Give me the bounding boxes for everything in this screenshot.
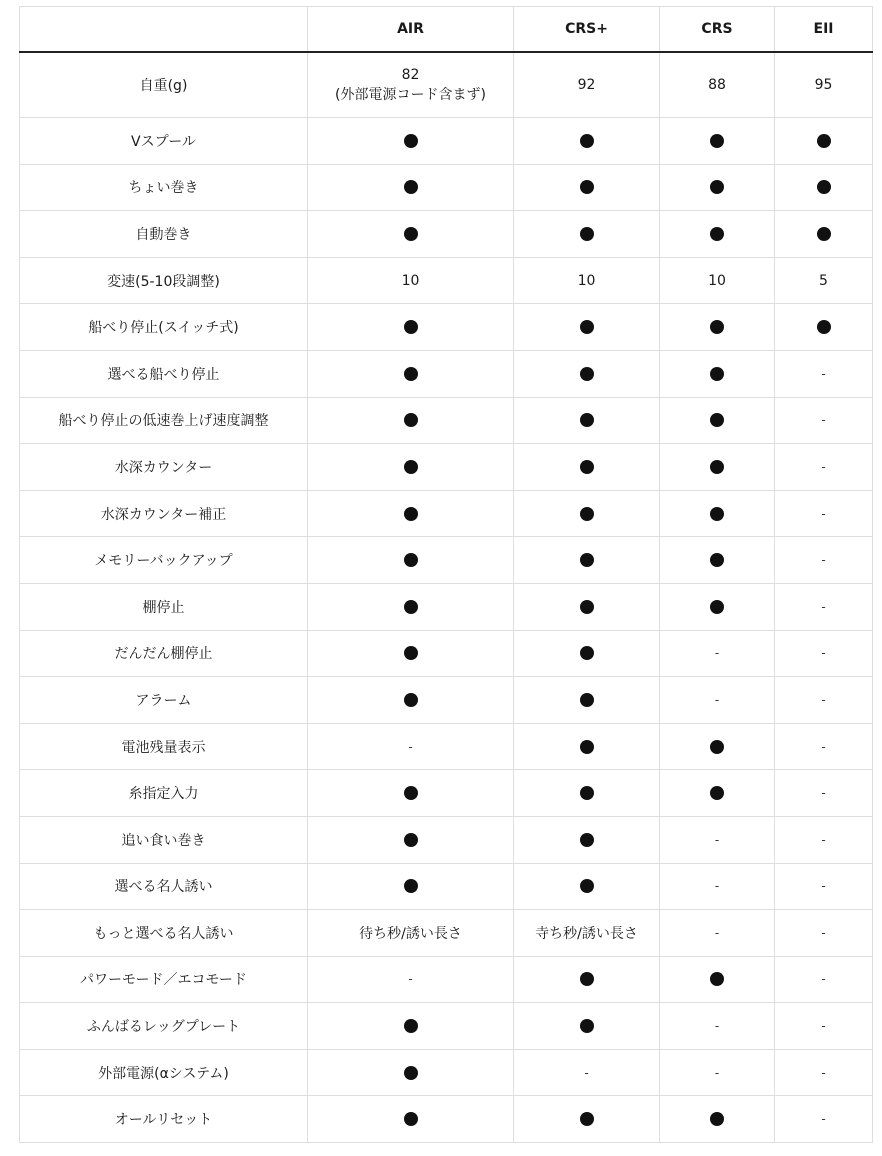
- header-row: [20, 7, 873, 53]
- filled-circle-icon: [580, 1019, 594, 1033]
- table-row: [20, 164, 873, 211]
- table-row: [20, 677, 873, 724]
- supported-dot: [775, 164, 873, 211]
- filled-circle-icon: [580, 320, 594, 334]
- filled-circle-icon: [580, 227, 594, 241]
- row-label: 外部電源(αシステム): [20, 1049, 308, 1096]
- table-row: [20, 956, 873, 1003]
- spec-value-cell: 10: [660, 257, 775, 304]
- filled-circle-icon: [710, 553, 724, 567]
- filled-circle-icon: [404, 460, 418, 474]
- filled-circle-icon: [580, 413, 594, 427]
- supported-dot: [660, 397, 775, 444]
- filled-circle-icon: [710, 134, 724, 148]
- filled-circle-icon: [580, 646, 594, 660]
- filled-circle-icon: [404, 180, 418, 194]
- supported-dot: [308, 537, 514, 584]
- table-row: [20, 1049, 873, 1096]
- table-row: [20, 444, 873, 491]
- supported-dot: [308, 677, 514, 724]
- supported-dot: [660, 770, 775, 817]
- filled-circle-icon: [710, 1112, 724, 1126]
- table-header: [20, 7, 873, 53]
- supported-dot: [514, 583, 660, 630]
- filled-circle-icon: [404, 1066, 418, 1080]
- supported-dot: [308, 304, 514, 351]
- supported-dot: [308, 1049, 514, 1096]
- filled-circle-icon: [580, 460, 594, 474]
- spec-comparison-table: [19, 6, 873, 1143]
- supported-dot: [308, 211, 514, 258]
- not-supported-dash: -: [660, 816, 775, 863]
- filled-circle-icon: [710, 740, 724, 754]
- supported-dot: [308, 397, 514, 444]
- not-supported-dash: -: [660, 1003, 775, 1050]
- row-label: Vスプール: [20, 118, 308, 165]
- header-crs-plus: CRS+: [514, 7, 660, 53]
- not-supported-dash: -: [775, 350, 873, 397]
- table-row: [20, 1096, 873, 1143]
- not-supported-dash: -: [775, 1049, 873, 1096]
- not-supported-dash: -: [775, 910, 873, 957]
- row-label: アラーム: [20, 677, 308, 724]
- supported-dot: [660, 723, 775, 770]
- not-supported-dash: -: [775, 583, 873, 630]
- spec-value-cell: 95: [775, 52, 873, 118]
- row-label: 水深カウンター: [20, 444, 308, 491]
- supported-dot: [514, 1003, 660, 1050]
- supported-dot: [514, 444, 660, 491]
- filled-circle-icon: [580, 833, 594, 847]
- row-label: オールリセット: [20, 1096, 308, 1143]
- supported-dot: [775, 211, 873, 258]
- supported-dot: [308, 118, 514, 165]
- row-label: 船べり停止(スイッチ式): [20, 304, 308, 351]
- supported-dot: [514, 1096, 660, 1143]
- supported-dot: [514, 164, 660, 211]
- filled-circle-icon: [817, 227, 831, 241]
- header-eii: EII: [775, 7, 873, 53]
- supported-dot: [660, 211, 775, 258]
- not-supported-dash: -: [308, 956, 514, 1003]
- table-row: [20, 537, 873, 584]
- filled-circle-icon: [710, 413, 724, 427]
- supported-dot: [308, 444, 514, 491]
- filled-circle-icon: [817, 134, 831, 148]
- table-row: [20, 397, 873, 444]
- table-row: [20, 52, 873, 118]
- row-label: 変速(5-10段調整): [20, 257, 308, 304]
- filled-circle-icon: [580, 134, 594, 148]
- filled-circle-icon: [404, 693, 418, 707]
- supported-dot: [660, 164, 775, 211]
- filled-circle-icon: [580, 180, 594, 194]
- table-row: [20, 211, 873, 258]
- not-supported-dash: -: [660, 910, 775, 957]
- table-row: [20, 490, 873, 537]
- not-supported-dash: -: [775, 863, 873, 910]
- supported-dot: [514, 816, 660, 863]
- filled-circle-icon: [404, 413, 418, 427]
- header-feature-column: [20, 7, 308, 53]
- supported-dot: [308, 583, 514, 630]
- supported-dot: [660, 444, 775, 491]
- table-row: [20, 910, 873, 957]
- not-supported-dash: -: [775, 1003, 873, 1050]
- spec-value-cell: 10: [308, 257, 514, 304]
- filled-circle-icon: [580, 879, 594, 893]
- table-row: [20, 630, 873, 677]
- supported-dot: [660, 956, 775, 1003]
- filled-circle-icon: [710, 367, 724, 381]
- supported-dot: [660, 583, 775, 630]
- not-supported-dash: -: [775, 956, 873, 1003]
- table-row: [20, 723, 873, 770]
- not-supported-dash: -: [660, 1049, 775, 1096]
- table-row: [20, 863, 873, 910]
- row-label: 自動巻き: [20, 211, 308, 258]
- spec-table-container: [19, 6, 873, 1143]
- supported-dot: [660, 490, 775, 537]
- not-supported-dash: -: [775, 723, 873, 770]
- not-supported-dash: -: [775, 444, 873, 491]
- row-label: 水深カウンター補正: [20, 490, 308, 537]
- supported-dot: [514, 397, 660, 444]
- table-body: [20, 52, 873, 1143]
- table-row: [20, 118, 873, 165]
- table-row: [20, 350, 873, 397]
- row-label: 選べる名人誘い: [20, 863, 308, 910]
- supported-dot: [308, 350, 514, 397]
- header-air: AIR: [308, 7, 514, 53]
- supported-dot: [775, 304, 873, 351]
- supported-dot: [514, 211, 660, 258]
- not-supported-dash: -: [660, 677, 775, 724]
- filled-circle-icon: [404, 553, 418, 567]
- row-label: 糸指定入力: [20, 770, 308, 817]
- not-supported-dash: -: [775, 816, 873, 863]
- supported-dot: [660, 537, 775, 584]
- filled-circle-icon: [404, 507, 418, 521]
- supported-dot: [514, 304, 660, 351]
- filled-circle-icon: [404, 833, 418, 847]
- supported-dot: [514, 350, 660, 397]
- filled-circle-icon: [817, 180, 831, 194]
- supported-dot: [514, 630, 660, 677]
- supported-dot: [514, 956, 660, 1003]
- filled-circle-icon: [580, 507, 594, 521]
- not-supported-dash: -: [775, 490, 873, 537]
- supported-dot: [308, 630, 514, 677]
- not-supported-dash: -: [514, 1049, 660, 1096]
- supported-dot: [514, 537, 660, 584]
- spec-value-cell: 82 (外部電源コード含まず): [308, 52, 514, 118]
- filled-circle-icon: [710, 227, 724, 241]
- supported-dot: [514, 677, 660, 724]
- filled-circle-icon: [710, 507, 724, 521]
- not-supported-dash: -: [775, 537, 873, 584]
- filled-circle-icon: [580, 693, 594, 707]
- filled-circle-icon: [580, 740, 594, 754]
- filled-circle-icon: [404, 1019, 418, 1033]
- filled-circle-icon: [404, 1112, 418, 1126]
- not-supported-dash: -: [660, 630, 775, 677]
- row-label: 棚停止: [20, 583, 308, 630]
- not-supported-dash: -: [308, 723, 514, 770]
- filled-circle-icon: [404, 320, 418, 334]
- filled-circle-icon: [710, 600, 724, 614]
- supported-dot: [308, 816, 514, 863]
- supported-dot: [308, 1003, 514, 1050]
- filled-circle-icon: [404, 786, 418, 800]
- filled-circle-icon: [580, 786, 594, 800]
- not-supported-dash: -: [775, 770, 873, 817]
- table-row: [20, 816, 873, 863]
- filled-circle-icon: [580, 367, 594, 381]
- filled-circle-icon: [710, 972, 724, 986]
- spec-value-cell: 寺ち秒/誘い長さ: [514, 910, 660, 957]
- table-row: [20, 770, 873, 817]
- supported-dot: [308, 863, 514, 910]
- filled-circle-icon: [404, 227, 418, 241]
- row-label: 選べる船べり停止: [20, 350, 308, 397]
- row-label: 追い食い巻き: [20, 816, 308, 863]
- filled-circle-icon: [404, 600, 418, 614]
- row-label: 船べり停止の低速巻上げ速度調整: [20, 397, 308, 444]
- supported-dot: [514, 118, 660, 165]
- not-supported-dash: -: [775, 1096, 873, 1143]
- filled-circle-icon: [580, 972, 594, 986]
- row-label: パワーモード／エコモード: [20, 956, 308, 1003]
- filled-circle-icon: [710, 460, 724, 474]
- supported-dot: [514, 770, 660, 817]
- not-supported-dash: -: [775, 397, 873, 444]
- supported-dot: [660, 1096, 775, 1143]
- row-label: ちょい巻き: [20, 164, 308, 211]
- supported-dot: [308, 1096, 514, 1143]
- not-supported-dash: -: [775, 630, 873, 677]
- table-row: [20, 257, 873, 304]
- spec-value-cell: 92: [514, 52, 660, 118]
- filled-circle-icon: [710, 180, 724, 194]
- supported-dot: [514, 863, 660, 910]
- supported-dot: [775, 118, 873, 165]
- filled-circle-icon: [710, 786, 724, 800]
- header-crs: CRS: [660, 7, 775, 53]
- supported-dot: [660, 350, 775, 397]
- row-label: メモリーバックアップ: [20, 537, 308, 584]
- filled-circle-icon: [580, 600, 594, 614]
- not-supported-dash: -: [775, 677, 873, 724]
- row-label: もっと選べる名人誘い: [20, 910, 308, 957]
- filled-circle-icon: [580, 553, 594, 567]
- supported-dot: [660, 304, 775, 351]
- table-row: [20, 583, 873, 630]
- supported-dot: [514, 490, 660, 537]
- not-supported-dash: -: [660, 863, 775, 910]
- supported-dot: [514, 723, 660, 770]
- filled-circle-icon: [710, 320, 724, 334]
- row-label: 自重(g): [20, 52, 308, 118]
- filled-circle-icon: [404, 367, 418, 381]
- row-label: だんだん棚停止: [20, 630, 308, 677]
- supported-dot: [308, 490, 514, 537]
- supported-dot: [308, 770, 514, 817]
- supported-dot: [660, 118, 775, 165]
- table-row: [20, 1003, 873, 1050]
- filled-circle-icon: [404, 134, 418, 148]
- filled-circle-icon: [404, 646, 418, 660]
- filled-circle-icon: [817, 320, 831, 334]
- row-label: ふんばるレッグプレート: [20, 1003, 308, 1050]
- table-row: [20, 304, 873, 351]
- row-label: 電池残量表示: [20, 723, 308, 770]
- spec-value-cell: 10: [514, 257, 660, 304]
- filled-circle-icon: [580, 1112, 594, 1126]
- supported-dot: [308, 164, 514, 211]
- spec-value-cell: 88: [660, 52, 775, 118]
- spec-value-cell: 待ち秒/誘い長さ: [308, 910, 514, 957]
- filled-circle-icon: [404, 879, 418, 893]
- spec-value-cell: 5: [775, 257, 873, 304]
